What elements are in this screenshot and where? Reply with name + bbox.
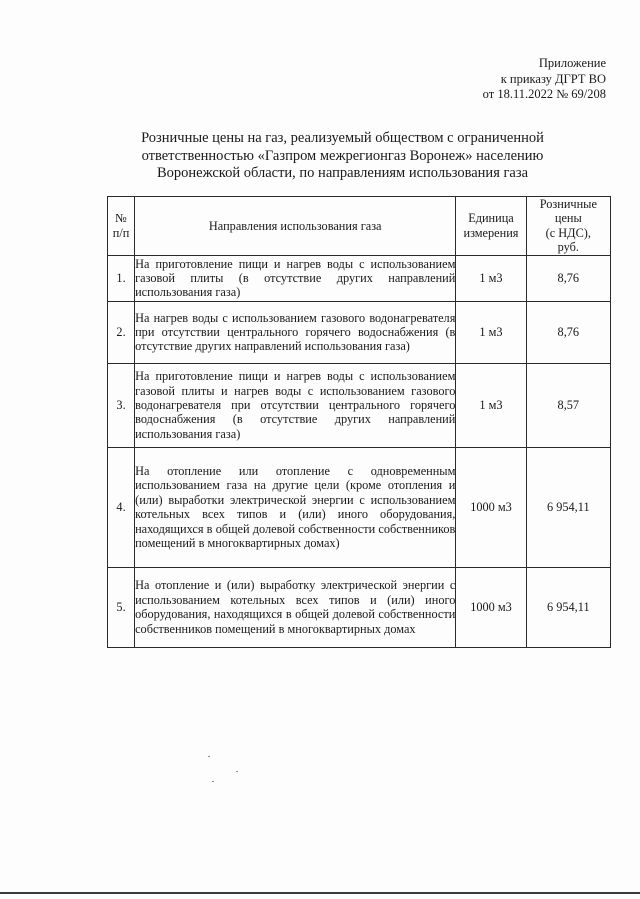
row-direction: На отопление и (или) выработку электрической энергии с использованием котельных всех типов и (или) иного оборудования, находящихся в общей долевой собственности собственников помещений в многоквартирных домах	[135, 567, 456, 647]
row-number: 1.	[108, 255, 135, 301]
row-unit: 1 м3	[456, 301, 526, 363]
table-row	[108, 255, 611, 301]
row-price: 6 954,11	[526, 567, 610, 647]
scan-bottom-edge	[0, 892, 640, 894]
table-header-row	[108, 197, 611, 256]
header-price-line-2: цены	[554, 211, 582, 226]
scan-speck	[208, 756, 210, 757]
row-price: 8,57	[526, 363, 610, 447]
header-price-line-4: руб.	[557, 240, 579, 255]
header-unit-line-2: измерения	[463, 225, 519, 240]
header-number	[108, 197, 135, 256]
row-number: 2.	[108, 301, 135, 363]
header-price-line-1: Розничные	[539, 197, 597, 211]
row-direction: На нагрев воды с использованием газового водонагревателя при отсутствии центрального горячего водоснабжения (в отсутствие других направлений использования газа)	[135, 301, 456, 363]
table-row	[108, 301, 611, 363]
row-unit: 1 м3	[456, 363, 526, 447]
table-row	[108, 567, 611, 647]
row-price: 8,76	[526, 301, 610, 363]
title-line-2: ответственностью «Газпром межрегионгаз Воронеж» населению	[141, 147, 544, 164]
scan-speck	[236, 771, 238, 772]
title-line-1: Розничные цены на газ, реализуемый обществом с ограниченной	[141, 130, 544, 146]
row-direction: На отопление или отопление с одновременным использованием газа на другие цели (кроме отопления и (или) выработки электрической энергии с использованием котельных всех типов и (или) иного оборудования, находящихся в общей долевой собственности собственников помещений в многоквартирных домах)	[135, 447, 456, 567]
row-direction: На приготовление пищи и нагрев воды с использованием газовой плиты и нагрев воды с использованием газового водонагревателя при отсутствии центрального горячего водоснабжения (в отсутствие других направлений использования газа)	[135, 363, 456, 447]
header-direction: Направления использования газа	[135, 197, 456, 256]
row-number: 5.	[108, 567, 135, 647]
row-number: 4.	[108, 447, 135, 567]
appendix-line-2: к приказу ДГРТ ВО	[500, 71, 606, 86]
document-title	[100, 130, 585, 183]
scan-speck	[212, 781, 214, 782]
header-price	[526, 197, 610, 256]
row-direction: На приготовление пищи и нагрев воды с использованием газовой плиты (в отсутствие других направлений использования газа)	[135, 256, 456, 300]
row-unit: 1000 м3	[456, 567, 526, 647]
header-unit	[456, 197, 526, 256]
row-unit: 1000 м3	[456, 447, 526, 567]
row-unit: 1 м3	[456, 255, 526, 301]
header-number-line-2: п/п	[112, 225, 130, 240]
appendix-line-3: от 18.11.2022 № 69/208	[482, 87, 606, 101]
row-price: 6 954,11	[526, 447, 610, 567]
appendix-line-1: Приложение	[538, 56, 606, 70]
row-price: 8,76	[526, 255, 610, 301]
title-line-3: Воронежской области, по направлениям использования газа	[156, 165, 529, 181]
header-number-line-1: №	[115, 211, 127, 226]
header-price-line-3: (с НДС),	[545, 225, 591, 240]
table-row	[108, 447, 611, 567]
table-row	[108, 363, 611, 447]
row-number: 3.	[108, 363, 135, 447]
appendix-reference	[483, 56, 606, 103]
gas-prices-table	[107, 196, 611, 648]
header-unit-line-1: Единица	[468, 211, 514, 226]
